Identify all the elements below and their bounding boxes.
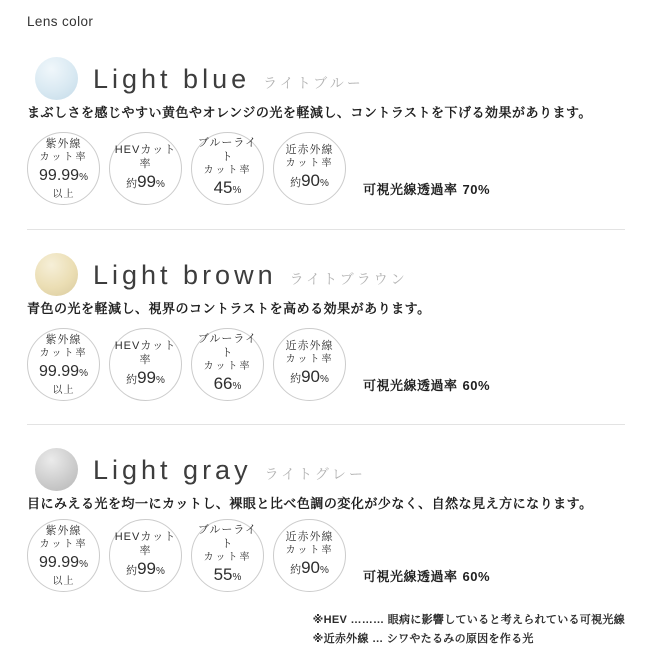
hev-cut-badge (109, 132, 182, 205)
visible-light-transmittance (363, 179, 490, 205)
transmittance-value: 60% (462, 378, 491, 393)
uv-cut-badge (27, 328, 100, 401)
badge-sublabel: カット率 (39, 538, 88, 550)
footnotes (27, 611, 625, 649)
section-light-brown (27, 253, 625, 401)
uv-cut-badge (27, 519, 100, 592)
section-description: まぶしさを感じやすい黄色やオレンジの光を軽減し、コントラストを下げる効果があります。 (27, 105, 592, 120)
badge-label: ブルーライト (197, 333, 258, 359)
badge-sublabel: カット率 (285, 354, 334, 365)
blue-light-cut-badge (191, 519, 264, 592)
badge-suffix: 以上 (52, 575, 75, 587)
section-titles (93, 455, 366, 485)
stat-badges-row (27, 328, 625, 401)
badge-label: 紫外線 (45, 137, 82, 150)
badge-value: 99.99% (39, 166, 88, 184)
hev-cut-badge (109, 519, 182, 592)
section-title-kana: ライトブルー (263, 74, 364, 91)
badge-suffix: 以上 (52, 188, 75, 200)
badge-value: 99.99% (39, 362, 88, 380)
section-divider (27, 229, 625, 230)
lens-swatch-light-blue (35, 57, 78, 100)
section-description: 青色の光を軽減し、視界のコントラストを高める効果があります。 (27, 301, 431, 316)
section-header (35, 253, 625, 296)
lens-swatch-light-gray (35, 448, 78, 491)
near-infrared-cut-badge (273, 519, 346, 592)
badge-sublabel: カット率 (203, 552, 252, 563)
section-description: 目にみえる光を均一にカットし、裸眼と比べ色調の変化が少なく、自然な見え方になります。 (27, 496, 593, 511)
badge-label: ブルーライト (197, 137, 258, 163)
section-header (35, 448, 625, 491)
badge-value: 約99% (126, 171, 165, 191)
badge-value: 55% (213, 565, 242, 584)
badge-value: 約90% (290, 171, 329, 190)
transmittance-label: 可視光線透過率 (363, 569, 458, 584)
footnotes-block (313, 611, 625, 649)
badge-sublabel: カット率 (203, 361, 252, 372)
near-infrared-cut-badge (273, 132, 346, 205)
badge-label: ブルーライト (197, 524, 258, 550)
badge-value: 約90% (290, 558, 329, 577)
section-title-en: Light gray (93, 454, 252, 485)
section-title-en: Light blue (93, 63, 251, 94)
badge-sublabel: カット率 (285, 545, 334, 556)
section-titles (93, 260, 408, 290)
section-divider (27, 424, 625, 425)
badge-label: HEVカット率 (114, 339, 177, 366)
transmittance-value: 70% (462, 182, 491, 197)
transmittance-value: 60% (462, 569, 491, 584)
badge-label: 紫外線 (45, 524, 82, 537)
lens-swatch-light-brown (35, 253, 78, 296)
blue-light-cut-badge (191, 328, 264, 401)
transmittance-label: 可視光線透過率 (363, 378, 458, 393)
badge-sublabel: カット率 (39, 151, 88, 163)
footnote-hev: ※HEV ……… 眼病に影響していると考えられている可視光線 (312, 614, 625, 626)
badge-label: 近赤外線 (285, 531, 334, 543)
badge-value: 66% (213, 374, 242, 393)
badge-label: HEVカット率 (114, 530, 177, 557)
section-header (35, 57, 625, 100)
badge-value: 45% (213, 178, 242, 197)
badge-label: 近赤外線 (285, 144, 334, 156)
section-light-gray (27, 448, 625, 592)
badge-value: 約90% (290, 367, 329, 386)
badge-value: 約99% (126, 558, 165, 578)
badge-sublabel: カット率 (285, 158, 334, 169)
badge-sublabel: カット率 (203, 165, 252, 176)
section-titles (93, 64, 364, 94)
stat-badges-row (27, 132, 625, 205)
visible-light-transmittance (363, 566, 490, 592)
blue-light-cut-badge (191, 132, 264, 205)
stat-badges-row (27, 519, 625, 592)
badge-suffix: 以上 (52, 384, 75, 396)
visible-light-transmittance (363, 375, 490, 401)
badge-value: 約99% (126, 367, 165, 387)
page-title: Lens color (27, 14, 94, 29)
badge-value: 99.99% (39, 553, 88, 571)
section-title-en: Light brown (93, 259, 277, 290)
badge-label: HEVカット率 (114, 143, 177, 170)
section-light-blue (27, 57, 625, 205)
badge-sublabel: カット率 (39, 347, 88, 359)
uv-cut-badge (27, 132, 100, 205)
badge-label: 紫外線 (45, 333, 82, 346)
badge-label: 近赤外線 (285, 340, 334, 352)
transmittance-label: 可視光線透過率 (363, 182, 458, 197)
footnote-near-infrared: ※近赤外線 … シワやたるみの原因を作る光 (312, 633, 534, 645)
near-infrared-cut-badge (273, 328, 346, 401)
hev-cut-badge (109, 328, 182, 401)
section-title-kana: ライトブラウン (289, 270, 408, 287)
section-title-kana: ライトグレー (264, 465, 366, 482)
